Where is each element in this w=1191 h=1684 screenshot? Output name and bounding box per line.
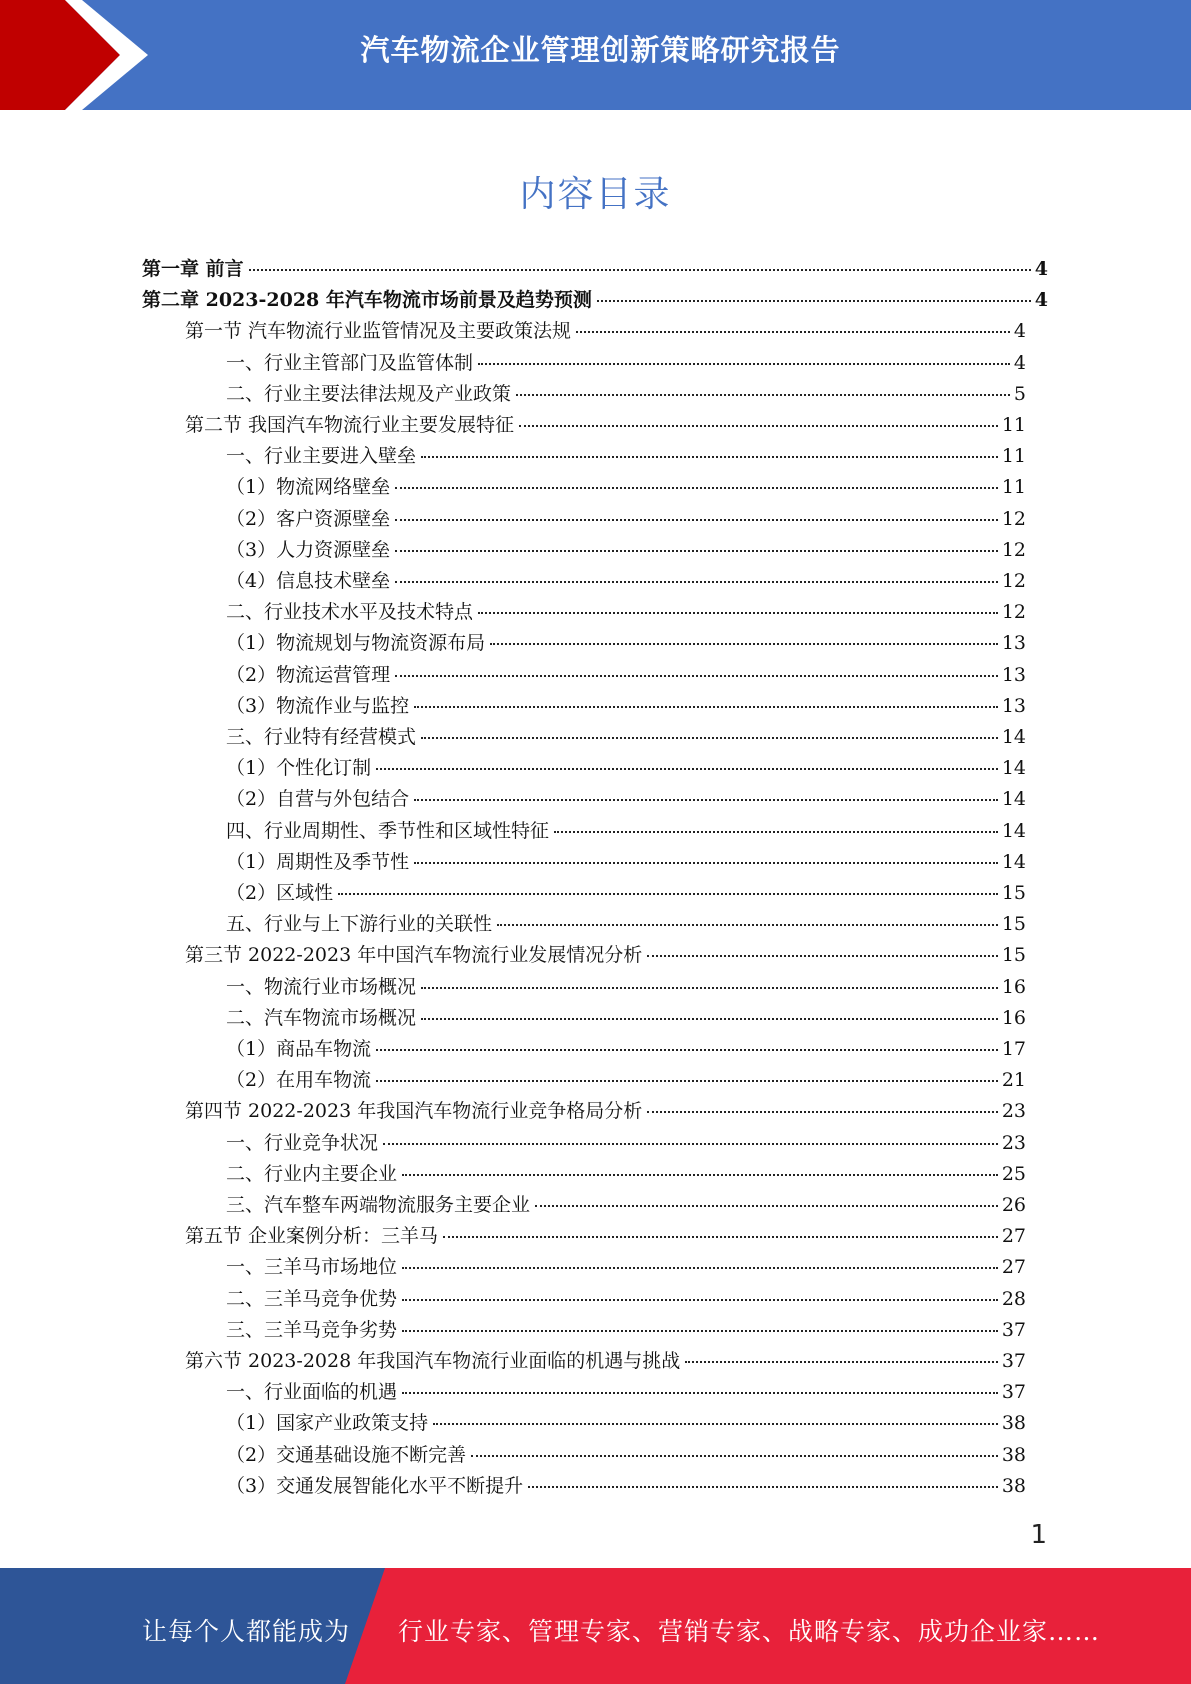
toc-entry-page: 16 (1001, 1006, 1026, 1029)
dot-leader (519, 406, 998, 427)
toc-entry-label: 第一节 汽车物流行业监管情况及主要政策法规 (185, 320, 572, 343)
dot-leader (395, 531, 998, 552)
toc-entry-page: 17 (1001, 1038, 1026, 1060)
toc-entry-label: 第三节 2022-2023 年中国汽车物流行业发展情况分析 (185, 944, 643, 967)
toc-entry-label: 一、行业主管部门及监管体制 (226, 351, 474, 374)
dot-leader (414, 687, 998, 708)
toc-entry-page: 27 (1001, 1225, 1026, 1248)
dot-leader (478, 593, 998, 614)
toc-entry-label: （1）国家产业政策支持 (226, 1412, 429, 1435)
dot-leader (395, 500, 998, 521)
toc-entry-page: 23 (1001, 1100, 1026, 1123)
toc-entry-label: （1）物流网络壁垒 (226, 476, 391, 499)
toc-entry-page: 37 (1001, 1381, 1026, 1404)
dot-leader (516, 375, 1010, 396)
toc-entry-label: 二、汽车物流市场概况 (226, 1006, 417, 1029)
dot-leader (395, 468, 998, 489)
dot-leader (421, 718, 998, 739)
toc-entry-page: 38 (1001, 1412, 1026, 1435)
toc-entry-label: （3）交通发展智能化水平不断提升 (226, 1474, 524, 1497)
toc-entry-label: 二、三羊马竞争优势 (226, 1287, 398, 1310)
toc-entry-page: 16 (1001, 975, 1026, 998)
dot-leader (376, 749, 998, 770)
dot-leader (528, 1467, 998, 1488)
toc-entry-label: 三、汽车整车两端物流服务主要企业 (226, 1194, 531, 1216)
toc-entry-page: 12 (1001, 507, 1026, 530)
toc-entry-label: （2）自营与外包结合 (226, 788, 410, 811)
toc-entry-label: 第五节 企业案例分析：三羊马 (185, 1225, 439, 1248)
toc-entry-label: （1）商品车物流 (226, 1038, 372, 1060)
toc-entry-page: 5 (1013, 382, 1026, 405)
toc-heading: 内容目录 (519, 174, 672, 215)
toc-entry-label: 一、行业竞争状况 (226, 1131, 379, 1154)
toc-entry-label: 二、行业内主要企业 (226, 1162, 398, 1185)
dot-leader (576, 312, 1010, 333)
toc-entry-label: （3）物流作业与监控 (226, 694, 410, 717)
dot-leader (338, 874, 998, 895)
dot-leader (685, 1342, 998, 1363)
dot-leader (647, 936, 998, 957)
dot-leader (414, 843, 998, 864)
toc-entry-page: 23 (1001, 1131, 1026, 1154)
toc-entry-page: 4 (1034, 258, 1048, 280)
dot-leader (402, 1248, 998, 1269)
toc-entry-page: 12 (1001, 601, 1026, 624)
dot-leader (421, 437, 998, 458)
toc-entry-page: 4 (1013, 320, 1026, 343)
dot-leader (414, 780, 998, 801)
dot-leader (597, 281, 1031, 302)
toc-entry-label: 第二章 2023-2028 年汽车物流市场前景及趋势预测 (142, 289, 592, 312)
toc-entry-page: 13 (1001, 632, 1026, 655)
toc-entry-label: 三、三羊马竞争劣势 (226, 1318, 398, 1341)
toc-entry-label: 第二节 我国汽车物流行业主要发展特征 (185, 414, 515, 436)
toc-entry-page: 15 (1001, 913, 1026, 936)
dot-leader (478, 344, 1010, 365)
toc-entry-label: 一、三羊马市场地位 (226, 1256, 398, 1279)
toc-entry-page: 27 (1001, 1256, 1026, 1279)
dot-leader (402, 1280, 998, 1301)
toc-entry-page: 4 (1013, 351, 1026, 374)
toc-entry-label: 四、行业周期性、季节性和区域性特征 (226, 819, 550, 842)
toc-entry-label: 二、行业主要法律法规及产业政策 (226, 382, 512, 405)
toc-entry-label: 一、行业面临的机遇 (226, 1381, 398, 1404)
toc-entry-label: （2）交通基础设施不断完善 (226, 1443, 467, 1466)
toc-entry-page: 37 (1001, 1318, 1026, 1341)
toc-entry-page: 4 (1034, 289, 1048, 312)
dot-leader (535, 1186, 998, 1207)
toc-entry-page: 38 (1001, 1443, 1026, 1466)
toc-entry-page: 13 (1001, 663, 1026, 686)
toc-entry-page: 25 (1001, 1162, 1026, 1185)
dot-leader (249, 250, 1031, 271)
footer-banner (0, 1568, 1191, 1684)
toc-entry-page: 11 (1001, 445, 1026, 468)
toc-entry-page: 13 (1001, 694, 1026, 717)
toc-entry-label: （3）人力资源壁垒 (226, 538, 391, 561)
toc-entry-label: 第四节 2022-2023 年我国汽车物流行业竞争格局分析 (185, 1100, 643, 1123)
toc-entry-page: 15 (1001, 944, 1026, 967)
dot-leader (402, 1373, 998, 1394)
toc-entry-label: 一、行业主要进入壁垒 (226, 445, 417, 468)
dot-leader (402, 1311, 998, 1332)
dot-leader (433, 1404, 998, 1425)
toc-entry-label: 一、物流行业市场概况 (226, 975, 417, 998)
dot-leader (490, 624, 998, 645)
dot-leader (471, 1436, 998, 1457)
toc-entry-page: 14 (1001, 757, 1026, 780)
toc-entry-page: 14 (1001, 850, 1026, 873)
toc-entry-label: （1）周期性及季节性 (226, 850, 410, 873)
toc-entry-page: 14 (1001, 788, 1026, 811)
report-title: 汽车物流企业管理创新策略研究报告 (360, 33, 841, 67)
toc-entry-label: 三、行业特有经营模式 (226, 726, 417, 748)
footer-slogan-right: 行业专家、管理专家、营销专家、战略专家、成功企业家…… (398, 1617, 1101, 1646)
toc-entry-label: 第一章 前言 (142, 258, 244, 280)
toc-entry-page: 14 (1001, 726, 1026, 748)
dot-leader (647, 1092, 998, 1113)
toc-entry-page: 12 (1001, 538, 1026, 561)
dot-leader (421, 999, 998, 1020)
toc-entry-label: （1）物流规划与物流资源布局 (226, 632, 486, 655)
toc-entry-page: 11 (1001, 414, 1026, 436)
dot-leader (376, 1061, 998, 1082)
toc-entry-page: 14 (1001, 819, 1026, 842)
dot-leader (376, 1030, 998, 1051)
toc-entry-label: 二、行业技术水平及技术特点 (226, 601, 474, 624)
page-number: 1 (1030, 1520, 1047, 1550)
toc-entry-page: 12 (1001, 570, 1026, 592)
toc-entry-label: （2）物流运营管理 (226, 663, 391, 686)
toc-entry-label: （2）区域性 (226, 882, 334, 904)
toc-entry-page: 28 (1001, 1287, 1026, 1310)
toc-entry-label: （2）在用车物流 (226, 1069, 372, 1092)
toc-entry-label: （2）客户资源壁垒 (226, 507, 391, 530)
toc-entry[interactable] (226, 1471, 1026, 1502)
toc-entry-page: 26 (1001, 1194, 1026, 1216)
toc-entry-label: 五、行业与上下游行业的关联性 (226, 913, 493, 936)
dot-leader (395, 562, 998, 583)
toc-entry-page: 11 (1001, 476, 1026, 499)
toc-entry-label: 第六节 2023-2028 年我国汽车物流行业面临的机遇与挑战 (185, 1350, 681, 1372)
dot-leader (421, 968, 998, 989)
toc-entry-label: （4）信息技术壁垒 (226, 570, 391, 592)
toc-entry-page: 21 (1001, 1069, 1026, 1092)
toc-entry-page: 38 (1001, 1474, 1026, 1497)
dot-leader (383, 1124, 998, 1145)
toc-entry-label: （1）个性化订制 (226, 757, 372, 780)
header-banner (0, 0, 1191, 110)
footer-slogan-left: 让每个人都能成为 (142, 1617, 351, 1646)
dot-leader (402, 1155, 998, 1176)
dot-leader (395, 656, 998, 677)
dot-leader (443, 1217, 998, 1238)
toc-entry-page: 37 (1001, 1350, 1026, 1372)
dot-leader (497, 905, 998, 926)
dot-leader (554, 812, 998, 833)
toc-entry-page: 15 (1001, 882, 1026, 904)
